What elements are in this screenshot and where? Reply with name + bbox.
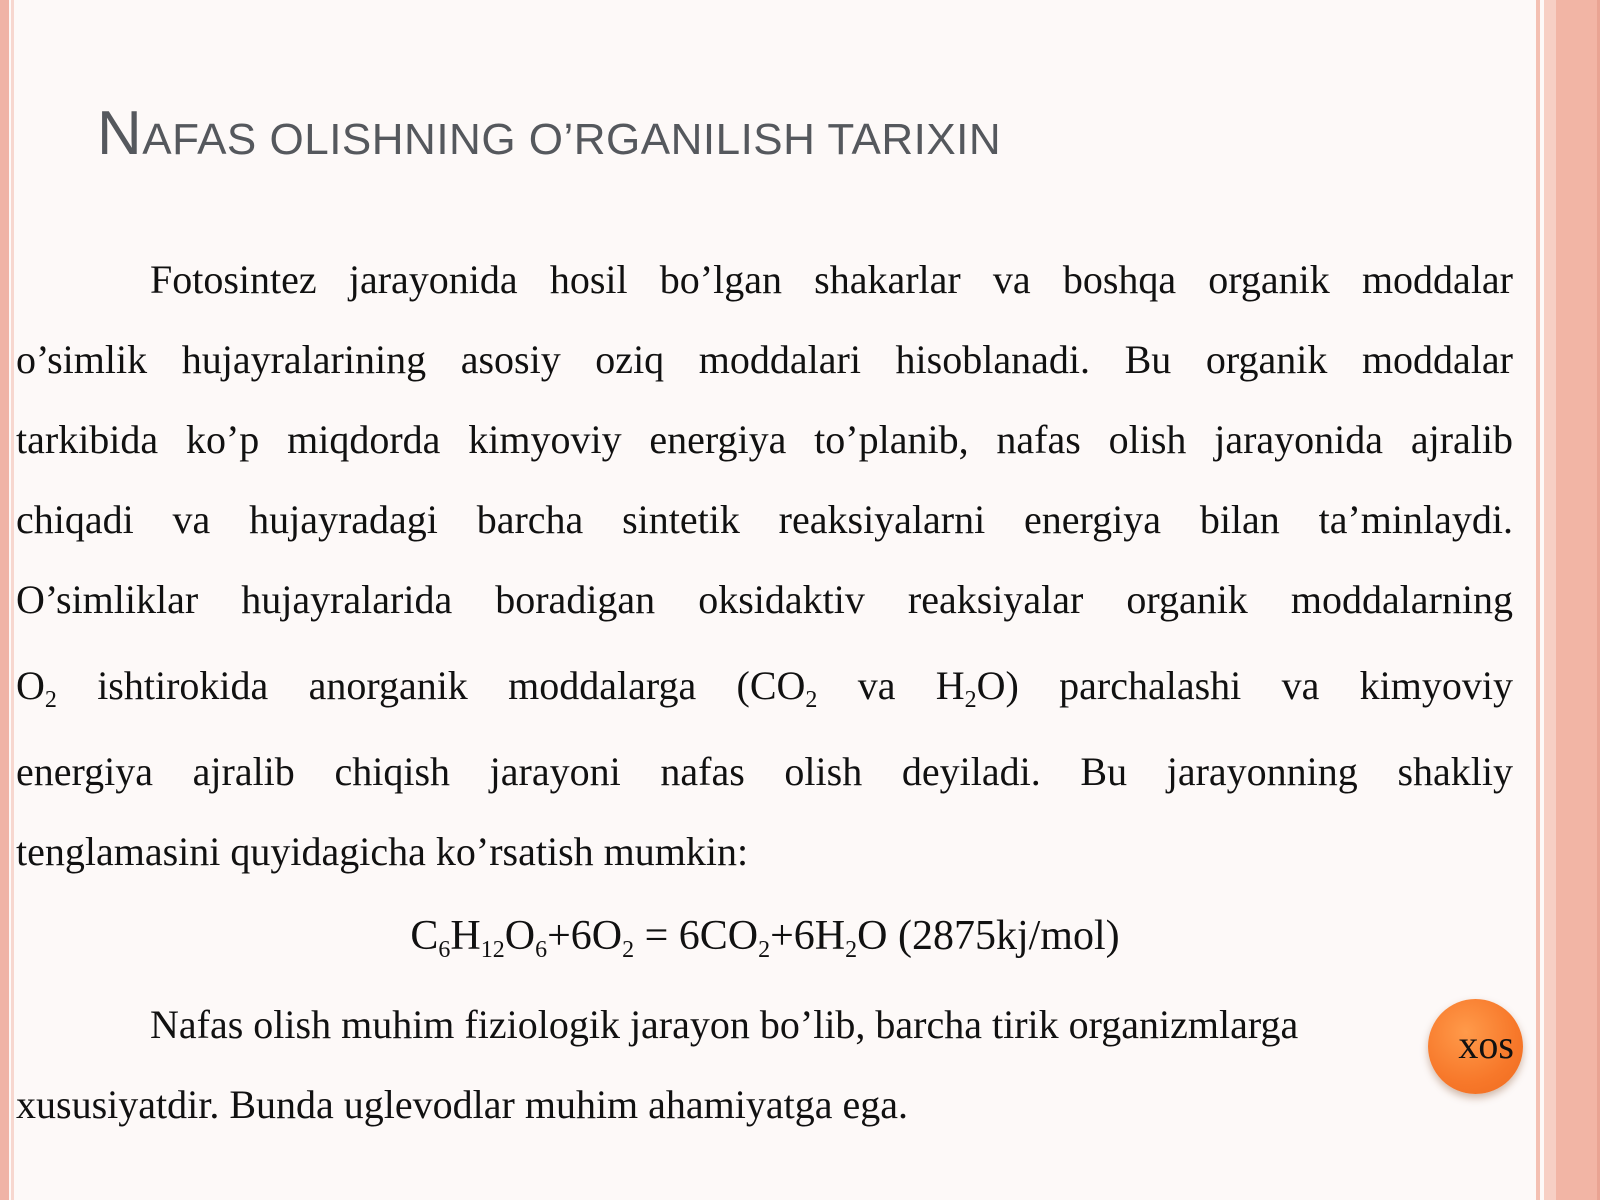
formula-subscript: 6	[438, 937, 451, 963]
paragraph-2-line: Nafas olish muhim fiziologik jarayon bo’lib, barcha tirik organizmlarga	[150, 1002, 1299, 1047]
paragraph-1-line: chiqadi va hujayradagi barcha sintetik reaksiyalarni energiya bilan ta’minlaydi.	[16, 497, 1513, 542]
text-run: O	[16, 663, 45, 708]
paragraph-1-line: Fotosintez jarayonida hosil bo’lgan shakarlar va boshqa organik moddalar	[150, 257, 1513, 302]
paragraph-2	[16, 985, 1513, 1145]
subscript: 2	[805, 687, 818, 713]
left-decorative-stripe	[0, 0, 9, 1200]
paragraph-2-line: xususiyatdir. Bunda uglevodlar muhim ahamiyatga ega.	[16, 1082, 909, 1127]
text-run: O) parchalashi va kimyoviy	[976, 663, 1513, 708]
text-run: va H	[817, 663, 965, 708]
paragraph-1-line: O’simliklar hujayralarida boradigan oksidaktiv reaksiyalar organik moddalarning	[16, 577, 1513, 622]
formula-part: O	[504, 913, 536, 959]
formula-part: +6O	[547, 913, 623, 959]
formula-part: H	[450, 913, 481, 959]
formula-part: O (2875kj/mol)	[857, 913, 1120, 959]
paragraph-1-line: energiya ajralib chiqish jarayoni nafas olish deyiladi. Bu jarayonning shakliy	[16, 749, 1513, 794]
slide-title-text: AFAS OLISHNING O’RGANILISH TARIXIN	[142, 115, 1002, 164]
paragraph-1	[16, 240, 1513, 892]
slide-title-initial: N	[97, 99, 143, 168]
paragraph-1-line: tenglamasini quyidagicha ko’rsatish mumkin:	[16, 829, 749, 874]
paragraph-2-line-end: xos	[1458, 1022, 1514, 1067]
formula-subscript: 2	[845, 937, 858, 963]
subscript: 2	[964, 687, 977, 713]
paragraph-1-line-chemistry	[16, 640, 1513, 732]
paragraph-1-line: tarkibida ko’p miqdorda kimyoviy energiya to’planib, nafas olish jarayonida ajralib	[16, 417, 1513, 462]
paragraph-1-line: o’simlik hujayralarining asosiy oziq moddalari hisoblanadi. Bu organik moddalar	[16, 337, 1513, 382]
formula-subscript: 2	[622, 937, 635, 963]
formula-part: C	[410, 913, 439, 959]
slide-title	[97, 98, 1397, 169]
formula-part: = 6CO	[634, 913, 759, 959]
subscript: 2	[44, 687, 57, 713]
respiration-equation	[0, 912, 1530, 963]
formula-subscript: 2	[758, 937, 771, 963]
left-decorative-stripe-thin	[11, 0, 14, 1200]
formula-subscript: 6	[535, 937, 548, 963]
formula-subscript: 12	[480, 937, 505, 963]
formula-part: +6H	[770, 913, 846, 959]
right-decorative-band	[1530, 0, 1600, 1200]
text-run: ishtirokida anorganik moddalarga (CO	[56, 663, 806, 708]
